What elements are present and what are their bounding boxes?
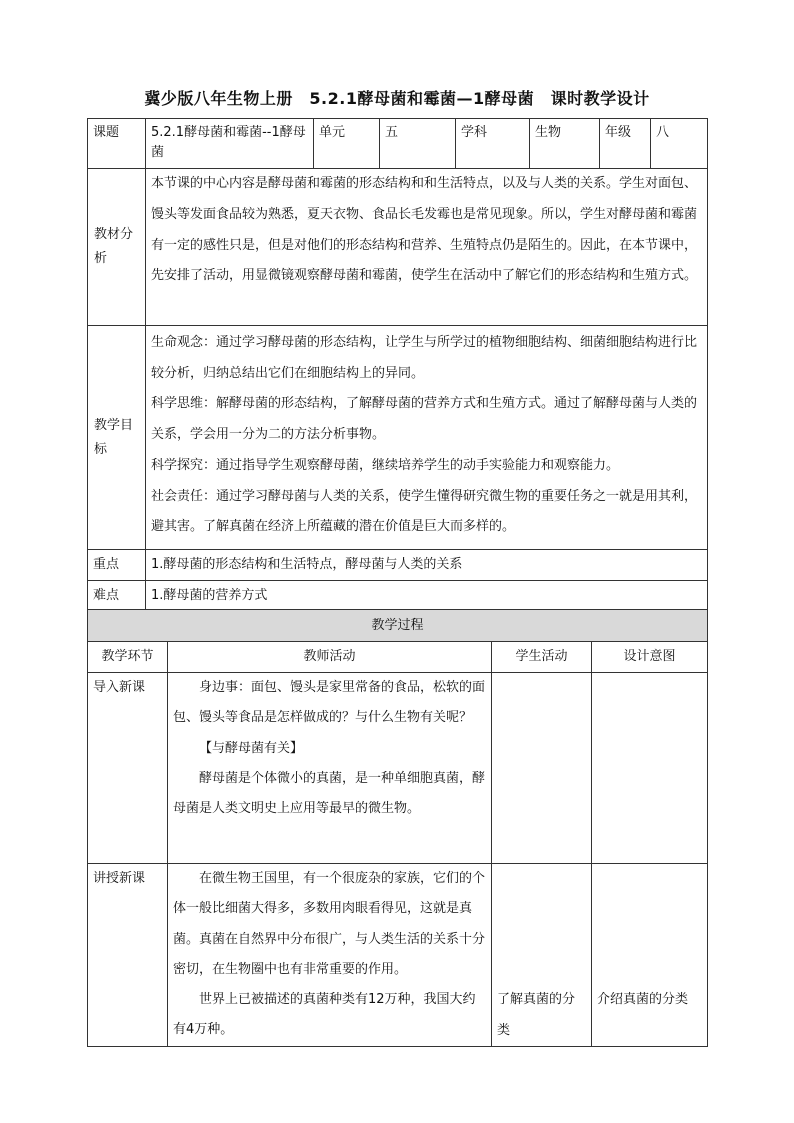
key-value: 1.酵母菌的形态结构和生活特点，酵母菌与人类的关系 (146, 550, 708, 581)
difficulty-label: 难点 (88, 581, 146, 611)
header-teacher: 教师活动 (168, 642, 492, 673)
subject-value: 生物 (530, 119, 600, 169)
teacher-paragraph: 【与酵母菌有关】 (199, 740, 304, 756)
material-label: 教材分析 (88, 169, 146, 326)
process-band: 教学过程 (88, 610, 708, 642)
unit-value: 五 (380, 119, 456, 169)
document-title: 冀少版八年生物上册 5.2.1酵母菌和霉菌—1酵母菌 课时教学设计 (144, 89, 650, 108)
table-row (88, 673, 708, 864)
goal-label: 教学目标 (88, 326, 146, 550)
stage-cell: 导入新课 (88, 673, 168, 864)
student-activity (492, 673, 592, 864)
teaching-process-table (87, 609, 708, 1047)
unit-label: 单元 (314, 119, 380, 169)
header-intent: 设计意图 (592, 642, 708, 673)
teacher-paragraph: 酵母菌是个体微小的真菌，是一种单细胞真菌，酵母菌是人类文明史上应用等最早的微生物。 (173, 770, 486, 817)
lesson-info-table (87, 118, 708, 611)
material-text: 本节课的中心内容是酵母菌和霉菌的形态结构和和生活特点，以及与人类的关系。学生对面包、馒头等发面食品较为熟悉，夏天衣物、食品长毛发霉也是常见现象。所以，学生对酵母菌和霉菌有一定的感性只是，但是对他们的形态结构和营养、生殖特点仍是陌生的。因此，在本节课中，先安排了活动，用显微镜观察酵母菌和霉菌，使学生在活动中了解它们的形态结构和生殖方式。 (151, 176, 698, 284)
teacher-activity (168, 673, 492, 864)
teaching-goals (146, 326, 708, 550)
header-student: 学生活动 (492, 642, 592, 673)
keti-label: 课题 (88, 119, 146, 169)
keti-value: 5.2.1酵母菌和霉菌--1酵母菌 (146, 119, 314, 169)
goal-item: 科学探究：通过指导学生观察酵母菌，继续培养学生的动手实验能力和观察能力。 (151, 457, 620, 473)
student-activity: 了解真菌的分类 (492, 864, 592, 1047)
table-row (88, 864, 708, 1047)
goal-item: 生命观念：通过学习酵母菌的形态结构，让学生与所学过的植物细胞结构、细菌细胞结构进行比较分析，归纳总结出它们在细胞结构上的异同。 (151, 335, 698, 381)
subject-label: 学科 (456, 119, 530, 169)
teacher-paragraph: 身边事：面包、馒头是家里常备的食品，松软的面包、馒头等食品是怎样做成的？与什么生物有关呢？ (173, 680, 486, 726)
teacher-activity (168, 864, 492, 1047)
design-intent: 介绍真菌的分类 (592, 864, 708, 1047)
teacher-paragraph: 世界上已被描述的真菌种类有12万种，我国大约有4万种。 (173, 992, 476, 1038)
header-stage: 教学环节 (88, 642, 168, 673)
teacher-paragraph: 在微生物王国里，有一个很庞杂的家族，它们的个体一般比细菌大得多，多数用肉眼看得见，这就是真菌。真菌在自然界中分布很广，与人类生活的关系十分密切，在生物圈中也有非常重要的作用。 (173, 871, 486, 977)
key-label: 重点 (88, 550, 146, 581)
difficulty-value: 1.酵母菌的营养方式 (146, 581, 708, 611)
grade-label: 年级 (600, 119, 651, 169)
goal-item: 社会责任：通过学习酵母菌与人类的关系，使学生懂得研究微生物的重要任务之一就是用其利，避其害。了解真菌在经济上所蕴藏的潜在价值是巨大而多样的。 (151, 488, 698, 535)
design-intent (592, 673, 708, 864)
material-analysis (146, 169, 708, 326)
grade-value: 八 (651, 119, 708, 169)
stage-cell: 讲授新课 (88, 864, 168, 1047)
goal-item: 科学思维：解酵母菌的形态结构，了解酵母菌的营养方式和生殖方式。通过了解酵母菌与人类的关系，学会用一分为二的方法分析事物。 (151, 396, 698, 443)
